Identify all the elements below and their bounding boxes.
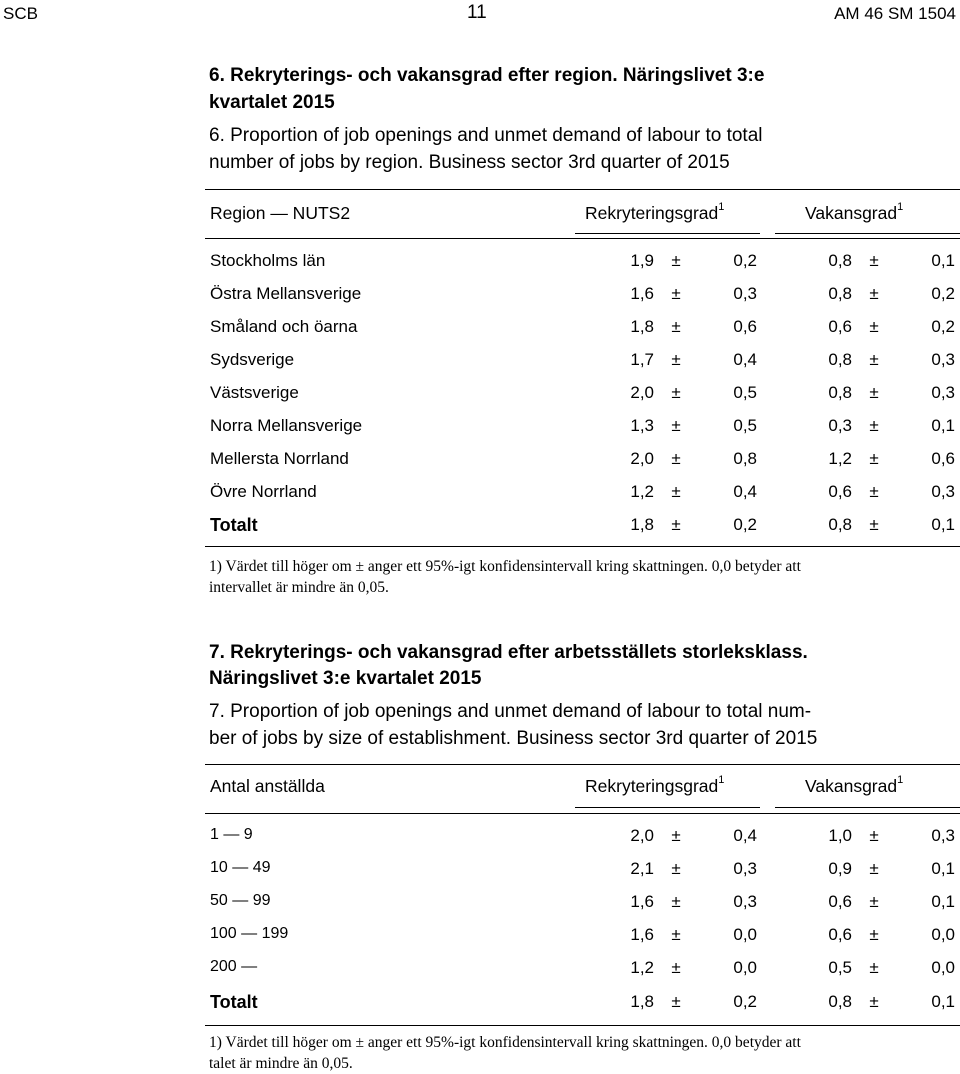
table7-col-vakans: Vakansgrad$^1$ <box>805 774 904 796</box>
vakans-ci: 0,3 <box>931 826 955 845</box>
rekry-value: 1,3 <box>630 416 654 435</box>
vakans-ci: 0,0 <box>931 925 955 944</box>
table7-rekry-underline <box>575 807 760 808</box>
table6-col-rekry: Rekryteringsgrad$^1$ <box>585 201 725 223</box>
vakans-plusminus: ± <box>869 317 879 336</box>
rekry-ci: 0,4 <box>733 350 757 369</box>
table7-top-rule <box>205 764 960 765</box>
rekry-ci: 0,2 <box>733 515 757 534</box>
table7-header-rule <box>205 813 960 814</box>
rekry-ci: 0,3 <box>733 892 757 911</box>
rekry-plusminus: ± <box>671 449 681 468</box>
table-row <box>0 251 960 275</box>
table-row <box>0 958 960 982</box>
rekry-value: 1,2 <box>630 958 654 977</box>
rekry-ci: 0,6 <box>733 317 757 336</box>
vakans-ci: 0,1 <box>931 416 955 435</box>
table-row <box>0 284 960 308</box>
page-number: 11 <box>467 2 487 23</box>
table6-title-en-line1: 6. Proportion of job openings and unmet demand of labour to total <box>209 125 763 146</box>
table6-col-region: Region — NUTS2 <box>210 203 351 223</box>
row-label: Östra Mellansverige <box>210 284 362 303</box>
rekry-ci: 0,5 <box>733 416 757 435</box>
rekry-value: 1,2 <box>630 482 654 501</box>
rekry-plusminus: ± <box>671 416 681 435</box>
rekry-plusminus: ± <box>671 515 681 534</box>
header-agency: SCB <box>3 4 38 23</box>
rekry-plusminus: ± <box>671 251 681 270</box>
table-row <box>0 892 960 916</box>
rekry-plusminus: ± <box>671 826 681 845</box>
vakans-value: 0,9 <box>828 859 852 878</box>
vakans-plusminus: ± <box>869 992 879 1011</box>
rekry-plusminus: ± <box>671 482 681 501</box>
row-label: Totalt <box>210 515 258 535</box>
footnote-mark: 1 <box>718 774 725 787</box>
table6-title-en-line2: number of jobs by region. Business sector 3rd quarter of 2015 <box>209 152 730 173</box>
rekry-value: 1,7 <box>630 350 654 369</box>
vakans-value: 0,8 <box>828 515 852 534</box>
rekry-plusminus: ± <box>671 925 681 944</box>
table-total-row <box>0 515 960 539</box>
footnote-mark: 1 <box>718 201 725 214</box>
table6-vakans-underline <box>775 233 960 234</box>
vakans-plusminus: ± <box>869 350 879 369</box>
table7-title-sv-line1: 7. Rekryterings- och vakansgrad efter arbetsställets storleksklass. <box>209 642 808 663</box>
table6-title-sv-line1: 6. Rekryterings- och vakansgrad efter region. Näringslivet 3:e <box>209 65 765 86</box>
rekry-value: 1,8 <box>630 992 654 1011</box>
vakans-plusminus: ± <box>869 449 879 468</box>
table6-rekry-underline <box>575 233 760 234</box>
vakans-value: 0,6 <box>828 925 852 944</box>
row-label: Norra Mellansverige <box>210 416 363 435</box>
rekry-plusminus: ± <box>671 892 681 911</box>
table6-top-rule <box>205 189 960 190</box>
rekry-ci: 0,3 <box>733 859 757 878</box>
vakans-plusminus: ± <box>869 482 879 501</box>
table6-bottom-rule <box>205 546 960 547</box>
table-row <box>0 826 960 850</box>
vakans-ci: 0,3 <box>931 350 955 369</box>
table7-col-size: Antal anställda <box>210 776 325 796</box>
table7-bottom-rule <box>205 1025 960 1026</box>
rekry-ci: 0,2 <box>733 992 757 1011</box>
rekry-value: 1,6 <box>630 284 654 303</box>
vakans-plusminus: ± <box>869 251 879 270</box>
vakans-plusminus: ± <box>869 925 879 944</box>
table6-title-sv-line2: kvartalet 2015 <box>209 92 335 113</box>
vakans-ci: 0,2 <box>931 317 955 336</box>
vakans-plusminus: ± <box>869 383 879 402</box>
table6-header-rule <box>205 238 960 239</box>
row-label: 100 — 199 <box>210 925 289 942</box>
vakans-value: 0,8 <box>828 992 852 1011</box>
rekry-ci: 0,0 <box>733 958 757 977</box>
table-row <box>0 449 960 473</box>
rekry-plusminus: ± <box>671 859 681 878</box>
vakans-ci: 0,1 <box>931 515 955 534</box>
table6-footnote-line1: 1) Värdet till höger om ± anger ett 95%-igt konfidensintervall kring skattningen. 0,0 betyder att <box>209 558 801 575</box>
rekry-ci: 0,0 <box>733 925 757 944</box>
table-row <box>0 859 960 883</box>
vakans-ci: 0,1 <box>931 859 955 878</box>
vakans-value: 0,8 <box>828 383 852 402</box>
table7-col-rekry: Rekryteringsgrad$^1$ <box>585 774 725 796</box>
vakans-value: 0,8 <box>828 350 852 369</box>
rekry-value: 1,6 <box>630 925 654 944</box>
vakans-ci: 0,1 <box>931 892 955 911</box>
vakans-ci: 0,1 <box>931 992 955 1011</box>
vakans-plusminus: ± <box>869 859 879 878</box>
rekry-plusminus: ± <box>671 992 681 1011</box>
vakans-value: 0,3 <box>828 416 852 435</box>
table7-title-sv-line2: Näringslivet 3:e kvartalet 2015 <box>209 668 482 689</box>
vakans-plusminus: ± <box>869 958 879 977</box>
row-label: Övre Norrland <box>210 482 317 501</box>
row-label: Mellersta Norrland <box>210 449 349 468</box>
table-row <box>0 383 960 407</box>
vakans-value: 0,5 <box>828 958 852 977</box>
rekry-value: 2,0 <box>630 383 654 402</box>
row-label: Småland och öarna <box>210 317 358 336</box>
footnote-mark: 1 <box>897 774 904 787</box>
vakans-value: 1,0 <box>828 826 852 845</box>
table7-vakans-underline <box>775 807 960 808</box>
row-label: 10 — 49 <box>210 859 271 876</box>
rekry-value: 2,0 <box>630 826 654 845</box>
vakans-ci: 0,0 <box>931 958 955 977</box>
vakans-plusminus: ± <box>869 515 879 534</box>
row-label: Västsverige <box>210 383 299 402</box>
rekry-ci: 0,3 <box>733 284 757 303</box>
rekry-ci: 0,4 <box>733 482 757 501</box>
vakans-value: 0,8 <box>828 284 852 303</box>
vakans-plusminus: ± <box>869 284 879 303</box>
vakans-value: 1,2 <box>828 449 852 468</box>
rekry-plusminus: ± <box>671 383 681 402</box>
table-row <box>0 482 960 506</box>
table-row <box>0 925 960 949</box>
table-row <box>0 416 960 440</box>
report-code: AM 46 SM 1504 <box>834 4 956 23</box>
rekry-value: 1,9 <box>630 251 654 270</box>
row-label: 200 — <box>210 958 258 975</box>
table6-footnote-line2: intervallet är mindre än 0,05. <box>209 579 389 596</box>
vakans-plusminus: ± <box>869 892 879 911</box>
rekry-plusminus: ± <box>671 317 681 336</box>
table7-footnote-line2: talet är mindre än 0,05. <box>209 1055 353 1072</box>
vakans-value: 0,6 <box>828 317 852 336</box>
table-total-row <box>0 992 960 1016</box>
vakans-ci: 0,3 <box>931 383 955 402</box>
rekry-plusminus: ± <box>671 958 681 977</box>
vakans-value: 0,8 <box>828 251 852 270</box>
vakans-ci: 0,6 <box>931 449 955 468</box>
table-row <box>0 350 960 374</box>
vakans-ci: 0,2 <box>931 284 955 303</box>
row-label: Totalt <box>210 992 258 1012</box>
row-label: Sydsverige <box>210 350 295 369</box>
rekry-value: 1,6 <box>630 892 654 911</box>
footnote-mark: 1 <box>897 201 904 214</box>
table-row <box>0 317 960 341</box>
rekry-ci: 0,4 <box>733 826 757 845</box>
table7-footnote-line1: 1) Värdet till höger om ± anger ett 95%-igt konfidensintervall kring skattningen. 0,0 betyder att <box>209 1034 801 1051</box>
vakans-ci: 0,3 <box>931 482 955 501</box>
rekry-plusminus: ± <box>671 350 681 369</box>
rekry-value: 2,1 <box>630 859 654 878</box>
vakans-plusminus: ± <box>869 826 879 845</box>
rekry-value: 2,0 <box>630 449 654 468</box>
row-label: 50 — 99 <box>210 892 271 909</box>
row-label: 1 — 9 <box>210 826 253 843</box>
rekry-value: 1,8 <box>630 317 654 336</box>
rekry-ci: 0,5 <box>733 383 757 402</box>
vakans-value: 0,6 <box>828 892 852 911</box>
table7-title-en-line1: 7. Proportion of job openings and unmet demand of labour to total num- <box>209 701 812 722</box>
vakans-ci: 0,1 <box>931 251 955 270</box>
rekry-ci: 0,2 <box>733 251 757 270</box>
row-label: Stockholms län <box>210 251 326 270</box>
table6-col-vakans: Vakansgrad$^1$ <box>805 201 904 223</box>
rekry-value: 1,8 <box>630 515 654 534</box>
vakans-value: 0,6 <box>828 482 852 501</box>
table7-title-en-line2: ber of jobs by size of establishment. Business sector 3rd quarter of 2015 <box>209 728 818 749</box>
rekry-plusminus: ± <box>671 284 681 303</box>
rekry-ci: 0,8 <box>733 449 757 468</box>
vakans-plusminus: ± <box>869 416 879 435</box>
